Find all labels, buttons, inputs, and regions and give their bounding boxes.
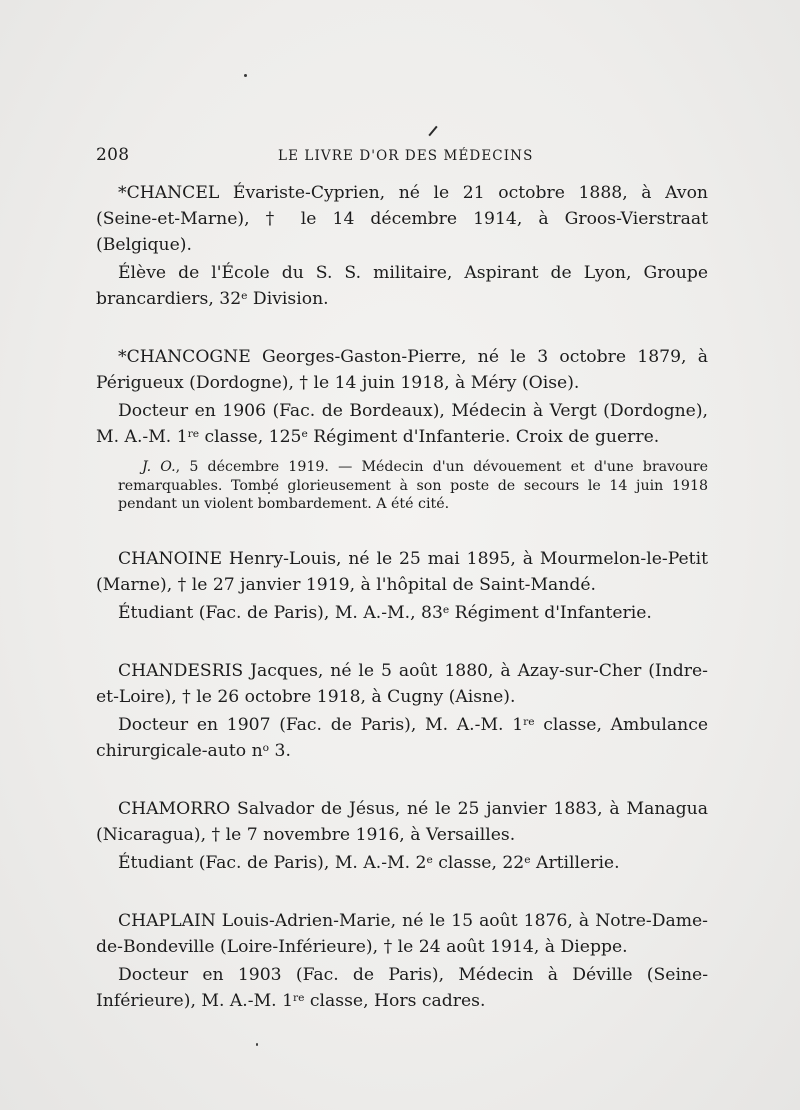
citation-text: , 5 décembre 1919. — Médecin d'un dévouement et d'une bravoure remarquables. Tombé glorieusement à son poste de secours le 14 juin 1918 pendant un violent bombardement. A été cité.	[118, 459, 708, 513]
entry-chaplain	[96, 908, 708, 1014]
entry-heading: *CHANCEL Évariste-Cyprien, né le 21 octobre 1888, à Avon (Seine-et-Marne), † le 14 décembre 1914, à Groos-Vierstraat (Belgique).	[96, 183, 708, 255]
entry-chanoine	[96, 546, 708, 626]
entry-chancogne	[96, 344, 708, 514]
ink-mark	[428, 126, 437, 136]
entry-service: Docteur en 1907 (Fac. de Paris), M. A.-M. 1re classe, Ambulance chirurgicale-auto $n^o$ 3.	[96, 714, 708, 761]
citation	[118, 458, 708, 514]
entry-chandesris	[96, 658, 708, 764]
citation-ref: J. O.	[142, 459, 176, 475]
entry-service: Étudiant (Fac. de Paris), M. A.-M. 2e classe, 22e Artillerie.	[118, 852, 620, 873]
entry-heading: CHAMORRO Salvador de Jésus, né le 25 janvier 1883, à Managua (Nicaragua), † le 7 novembre 1916, à Versailles.	[96, 798, 708, 845]
running-title: LE LIVRE D'OR DES MÉDECINS	[278, 148, 534, 164]
ink-speck	[244, 74, 247, 77]
page-number: 208	[96, 145, 130, 165]
entry-service: Docteur en 1906 (Fac. de Bordeaux), Médecin à Vergt (Dordogne), M. A.-M. 1re classe, 125e Régiment d'Infanterie. Croix de guerre.	[96, 401, 708, 447]
entry-service: Docteur en 1903 (Fac. de Paris), Médecin à Déville (Seine-Inférieure), M. A.-M. 1re classe, Hors cadres.	[96, 964, 708, 1011]
entry-heading: *CHANCOGNE Georges-Gaston-Pierre, né le 3 octobre 1879, à Périgueux (Dordogne), † le 14 juin 1918, à Méry (Oise).	[96, 347, 708, 393]
entry-service: Étudiant (Fac. de Paris), M. A.-M., 83e Régiment d'Infanterie.	[118, 602, 652, 623]
entry-chamorro	[96, 796, 708, 876]
entry-heading: CHANDESRIS Jacques, né le 5 août 1880, à Azay-sur-Cher (Indre-et-Loire), † le 26 octobre 1918, à Cugny (Aisne).	[96, 660, 708, 707]
entry-chancel	[96, 180, 708, 312]
entry-service: Élève de l'École du S. S. militaire, Aspirant de Lyon, Groupe brancardiers, 32e Division.	[96, 263, 708, 309]
entry-heading: CHAPLAIN Louis-Adrien-Marie, né le 15 août 1876, à Notre-Dame-de-Bondeville (Loire-Inférieure), † le 24 août 1914, à Dieppe.	[96, 910, 708, 957]
page-body	[96, 180, 708, 1046]
page-header	[96, 145, 708, 169]
entry-heading: CHANOINE Henry-Louis, né le 25 mai 1895, à Mourmelon-le-Petit (Marne), † le 27 janvier 1919, à l'hôpital de Saint-Mandé.	[96, 548, 708, 595]
